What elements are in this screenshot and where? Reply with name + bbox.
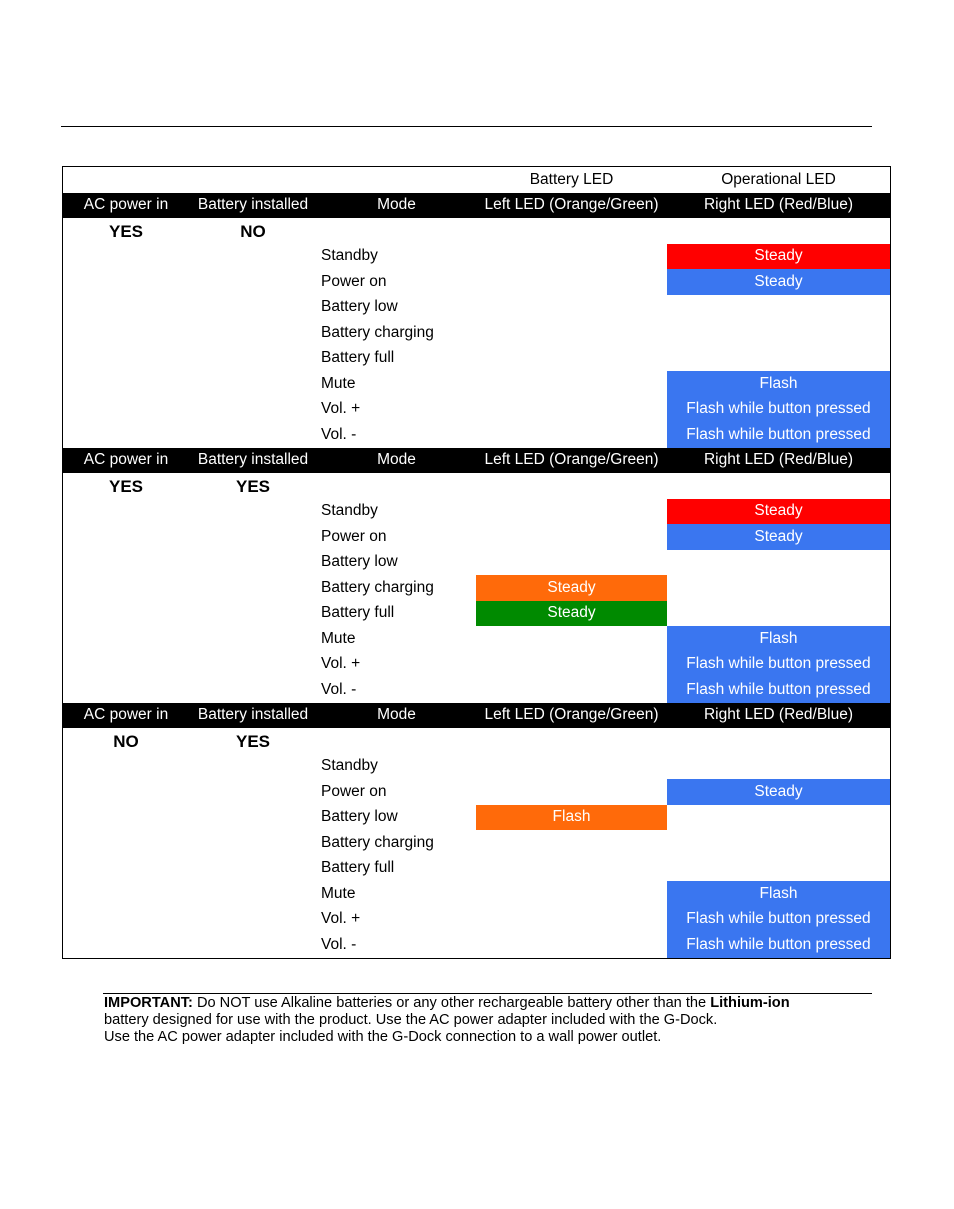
header-ac-power: AC power in (83, 451, 169, 469)
mode-label: Power on (321, 527, 387, 545)
mode-row (63, 805, 890, 831)
header-mode: Mode (377, 706, 416, 724)
left-led-status (476, 830, 667, 856)
mode-row (63, 295, 890, 321)
right-led-status (667, 320, 890, 346)
right-led-status: Flash while button pressed (667, 652, 890, 678)
right-led-status: Steady (667, 524, 890, 550)
ac-power-value: YES (108, 476, 144, 496)
left-led-status (476, 295, 667, 321)
mode-row (63, 397, 890, 423)
mode-row (63, 575, 890, 601)
mode-row (63, 932, 890, 958)
right-led-status: Flash (667, 881, 890, 907)
header-battery-installed: Battery installed (197, 451, 309, 469)
left-led-status (476, 881, 667, 907)
mode-label: Mute (321, 374, 356, 392)
mode-label: Battery low (321, 808, 398, 826)
mode-label: Mute (321, 884, 356, 902)
mode-label: Battery low (321, 553, 398, 571)
right-led-status (667, 346, 890, 372)
ac-power-value: NO (113, 731, 139, 751)
right-led-status: Flash while button pressed (667, 397, 890, 423)
led-status-table (62, 166, 891, 959)
left-led-status: Steady (476, 601, 667, 627)
mode-row (63, 550, 890, 576)
mode-label: Vol. - (321, 935, 357, 953)
mode-row (63, 626, 890, 652)
left-led-status (476, 320, 667, 346)
header-ac-power: AC power in (83, 706, 169, 724)
ac-power-value: YES (108, 221, 144, 241)
top-rule (61, 126, 872, 127)
mode-row (63, 677, 890, 703)
mode-row (63, 346, 890, 372)
header-left-led: Left LED (Orange/Green) (484, 451, 659, 469)
mode-label: Battery charging (321, 578, 434, 596)
mode-label: Vol. - (321, 425, 357, 443)
note-label: IMPORTANT: (104, 995, 193, 1011)
header-ac-power: AC power in (83, 196, 169, 214)
left-led-status (476, 371, 667, 397)
mode-row (63, 269, 890, 295)
mode-row (63, 779, 890, 805)
right-led-status: Steady (667, 779, 890, 805)
right-led-status (667, 601, 890, 627)
left-led-status (476, 346, 667, 372)
mode-label: Vol. + (321, 910, 361, 928)
left-led-status (476, 856, 667, 882)
left-led-status (476, 779, 667, 805)
mode-row (63, 856, 890, 882)
mode-row (63, 652, 890, 678)
mode-label: Battery charging (321, 323, 434, 341)
right-led-status (667, 295, 890, 321)
note-text-3: Use the AC power adapter included with the G-Dock connection to a wall power outlet. (104, 1029, 662, 1045)
left-led-status (476, 677, 667, 703)
top-header-row (63, 167, 890, 193)
mode-row (63, 244, 890, 270)
header-left-led: Left LED (Orange/Green) (484, 706, 659, 724)
mode-label: Battery charging (321, 833, 434, 851)
left-led-status (476, 244, 667, 270)
left-led-status (476, 932, 667, 958)
mode-row (63, 320, 890, 346)
mode-row (63, 524, 890, 550)
mode-row (63, 907, 890, 933)
header-right-led: Right LED (Red/Blue) (703, 196, 854, 214)
mode-row (63, 881, 890, 907)
right-led-status (667, 550, 890, 576)
battery-installed-value: YES (235, 476, 271, 496)
right-led-status (667, 754, 890, 780)
header-battery-installed: Battery installed (197, 706, 309, 724)
mode-row (63, 422, 890, 448)
condition-row (63, 728, 890, 754)
mode-label: Standby (321, 247, 378, 265)
mode-label: Power on (321, 782, 387, 800)
right-led-status: Flash while button pressed (667, 677, 890, 703)
condition-row (63, 218, 890, 244)
left-led-status (476, 652, 667, 678)
left-led-status (476, 626, 667, 652)
header-right-led: Right LED (Red/Blue) (703, 706, 854, 724)
header-left-led: Left LED (Orange/Green) (484, 196, 659, 214)
condition-row (63, 473, 890, 499)
left-led-status (476, 524, 667, 550)
mode-label: Battery full (321, 604, 395, 622)
left-led-status: Flash (476, 805, 667, 831)
left-led-status: Steady (476, 575, 667, 601)
mode-label: Battery full (321, 349, 395, 367)
column-header-row (63, 703, 890, 729)
column-header-row (63, 193, 890, 219)
right-led-status (667, 830, 890, 856)
note-text-2: battery designed for use with the product. Use the AC power adapter included with the G-Dock. (104, 1012, 718, 1028)
right-led-status: Flash while button pressed (667, 422, 890, 448)
battery-installed-value: NO (240, 221, 266, 241)
mode-label: Vol. + (321, 655, 361, 673)
mode-label: Power on (321, 272, 387, 290)
operational-led-heading: Operational LED (721, 170, 836, 188)
mode-row (63, 830, 890, 856)
right-led-status: Steady (667, 244, 890, 270)
left-led-status (476, 550, 667, 576)
right-led-status: Flash (667, 371, 890, 397)
header-right-led: Right LED (Red/Blue) (703, 451, 854, 469)
mode-label: Standby (321, 757, 378, 775)
mode-label: Vol. + (321, 400, 361, 418)
mode-row (63, 754, 890, 780)
left-led-status (476, 754, 667, 780)
mode-label: Vol. - (321, 680, 357, 698)
mode-row (63, 601, 890, 627)
right-led-status: Flash while button pressed (667, 907, 890, 933)
note-text-1: Do NOT use Alkaline batteries or any other rechargeable battery other than the (192, 995, 711, 1011)
mode-label: Battery full (321, 859, 395, 877)
right-led-status (667, 856, 890, 882)
right-led-status (667, 805, 890, 831)
battery-led-heading: Battery LED (529, 170, 614, 188)
column-header-row (63, 448, 890, 474)
header-battery-installed: Battery installed (197, 196, 309, 214)
left-led-status (476, 397, 667, 423)
left-led-status (476, 422, 667, 448)
right-led-status (667, 575, 890, 601)
right-led-status: Flash (667, 626, 890, 652)
left-led-status (476, 269, 667, 295)
header-mode: Mode (377, 451, 416, 469)
left-led-status (476, 907, 667, 933)
important-note (104, 995, 874, 1046)
mode-row (63, 499, 890, 525)
mode-row (63, 371, 890, 397)
right-led-status: Steady (667, 269, 890, 295)
note-emphasis: Lithium-ion (710, 995, 790, 1011)
mode-label: Battery low (321, 298, 398, 316)
note-rule (103, 993, 872, 994)
battery-installed-value: YES (235, 731, 271, 751)
header-mode: Mode (377, 196, 416, 214)
mode-label: Mute (321, 629, 356, 647)
right-led-status: Steady (667, 499, 890, 525)
left-led-status (476, 499, 667, 525)
right-led-status: Flash while button pressed (667, 932, 890, 958)
mode-label: Standby (321, 502, 378, 520)
